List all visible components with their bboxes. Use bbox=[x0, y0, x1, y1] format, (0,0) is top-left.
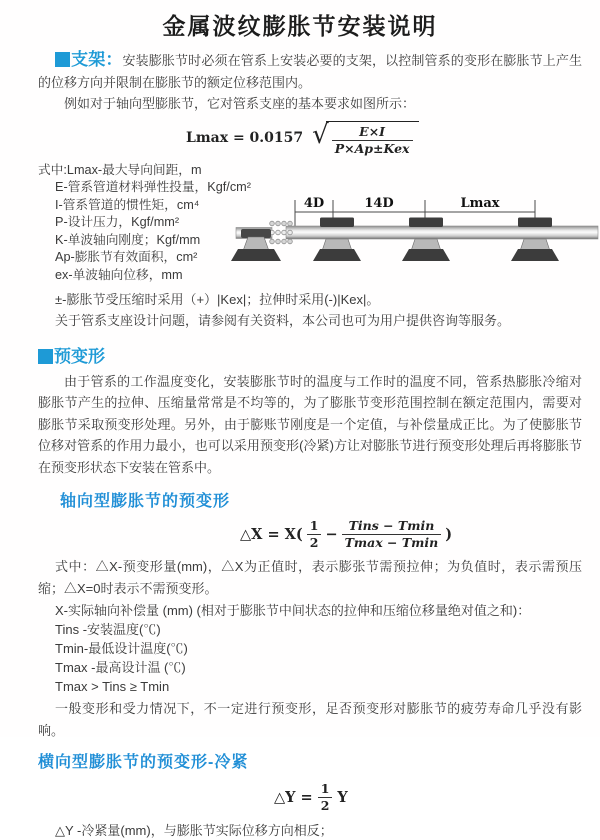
fraction-denominator: 2 bbox=[307, 534, 322, 550]
support-intro-paragraph bbox=[38, 49, 582, 93]
temperature-fraction bbox=[342, 519, 442, 550]
pipe-diagram-svg bbox=[236, 190, 598, 282]
definition-line: P-设计压力，Kgf/mm² bbox=[55, 215, 180, 230]
definition-line: I-管系管道的惯性矩，cm⁴ bbox=[55, 197, 200, 212]
axial-formula bbox=[240, 519, 600, 550]
axial-subheading: 轴向型膨胀节的预变形 bbox=[60, 493, 231, 511]
variable-line: Tmax -最高设计温 (℃) bbox=[55, 660, 186, 676]
sqrt-symbol-icon: √ bbox=[312, 119, 329, 150]
dim-label-lmax: Lmax bbox=[460, 196, 500, 211]
axial-formula-close: ) bbox=[445, 526, 453, 544]
lmax-formula-numerator: E×I bbox=[359, 123, 386, 139]
definition-line: 式中:Lmax-最大导向间距，m bbox=[38, 162, 202, 177]
predeform-section-header bbox=[38, 342, 600, 367]
dim-label-4d: 4D bbox=[303, 196, 325, 211]
support-section-label: 支架： bbox=[71, 50, 123, 69]
axial-where-paragraph: 式中：△X-预变形量(mm)，△X为正值时，表示膨张节需预拉伸；为负值时，表示需预压缩；△X=0时表示不需预变形。 bbox=[38, 559, 582, 596]
axial-note-line: 一般变形和受力情况下，不一定进行预变形，足否预变形对膨胀节的疲劳寿命几乎没有影响。 bbox=[38, 701, 582, 738]
lmax-formula-denominator: P×Ap±Kex bbox=[332, 140, 413, 156]
page-title: 金属波纹膨胀节安装说明 bbox=[162, 13, 438, 39]
definition-line: ex-单波轴向位移，mm bbox=[55, 268, 183, 283]
definition-line: Ap-膨胀节有效面积，cm² bbox=[55, 250, 198, 265]
lateral-formula-rhs: Y bbox=[337, 789, 348, 807]
lateral-formula bbox=[274, 782, 600, 813]
support-example-line: 例如对于轴向型膨胀节，它对管系支座的基本要求如图所示： bbox=[64, 96, 416, 111]
main-pipe bbox=[286, 226, 598, 239]
fraction-numerator: Tins − Tmin bbox=[348, 518, 435, 534]
support-intro-text: 安装膨胀节时必须在管系上安装必要的支架，以控制管系的变形在膨胀节上产生的位移方向并限制在膨胀节的额定位移范围内。 bbox=[38, 53, 582, 90]
lateral-note-line: △Y -冷紧量(mm)，与膨胀节实际位移方向相反； bbox=[55, 823, 333, 839]
sqrt-radical bbox=[312, 121, 418, 156]
axial-variable-list bbox=[0, 601, 600, 696]
one-half-fraction bbox=[318, 782, 333, 813]
variable-line: Tins -安装温度(℃) bbox=[55, 622, 161, 638]
lateral-formula-lhs: △Y = bbox=[274, 789, 313, 807]
fraction-denominator: Tmax − Tmin bbox=[342, 534, 442, 550]
support-diagram bbox=[236, 190, 598, 282]
blue-square-icon bbox=[55, 52, 70, 67]
bellows-convolutions bbox=[270, 221, 293, 244]
lateral-subheading: 横向型膨胀节的预变形-冷紧 bbox=[38, 754, 249, 772]
definition-line: E-管系管道材料弹性投量，Kgf/cm² bbox=[55, 180, 251, 195]
predeform-body-paragraph: 由于管系的工作温度变化，安装膨胀节时的温度与工作时的温度不同，管系热膨胀冷缩对膨胀节产生的拉伸、压缩量常常是不均等的，为了膨胀节变形范围控制在额定范围内，需要对膨胀节采取预变形处理。另外，由于膨账节刚度是一个定值，与补偿量成正比。为了使膨胀节位移对管系的作用力最小，也可以采用预变形(冷紧)方让对膨胀节进行预变形处理后再将膨胀节在预变形状态下安装在管系中。 bbox=[38, 373, 582, 475]
variable-line: X-实际轴向补偿量 (mm) (相对于膨胀节中间状态的拉伸和压缩位移量绝对值之和)： bbox=[55, 603, 531, 619]
variable-line: Tmin-最低设计温度(℃) bbox=[55, 641, 188, 657]
dim-label-14d: 14D bbox=[364, 196, 394, 211]
definition-line: K-单波轴向刚度；Kgf/mm bbox=[55, 232, 201, 247]
one-half-fraction bbox=[307, 519, 322, 550]
blue-square-icon bbox=[38, 349, 53, 364]
variable-line: Tmax > Tins ≥ Tmin bbox=[55, 679, 170, 695]
lmax-formula-prefix: Lmax = 0.0157 bbox=[186, 130, 304, 146]
consult-note-line: 关于管系支座设计问题，请参阅有关资料，本公司也可为用户提供咨询等服务。 bbox=[55, 313, 511, 329]
fraction-numerator: 1 bbox=[320, 781, 330, 797]
fraction-numerator: 1 bbox=[309, 518, 319, 534]
predeform-section-label: 预变形 bbox=[54, 346, 105, 366]
fraction-denominator: 2 bbox=[318, 797, 333, 813]
axial-formula-lhs: △X = X( bbox=[240, 526, 303, 544]
axial-formula-operator: − bbox=[325, 526, 338, 544]
lmax-formula bbox=[186, 121, 600, 156]
pm-note-line: ±-膨胀节受压缩时采用（+）|Kex|；拉伸时采用(-)|Kex|。 bbox=[55, 291, 380, 307]
